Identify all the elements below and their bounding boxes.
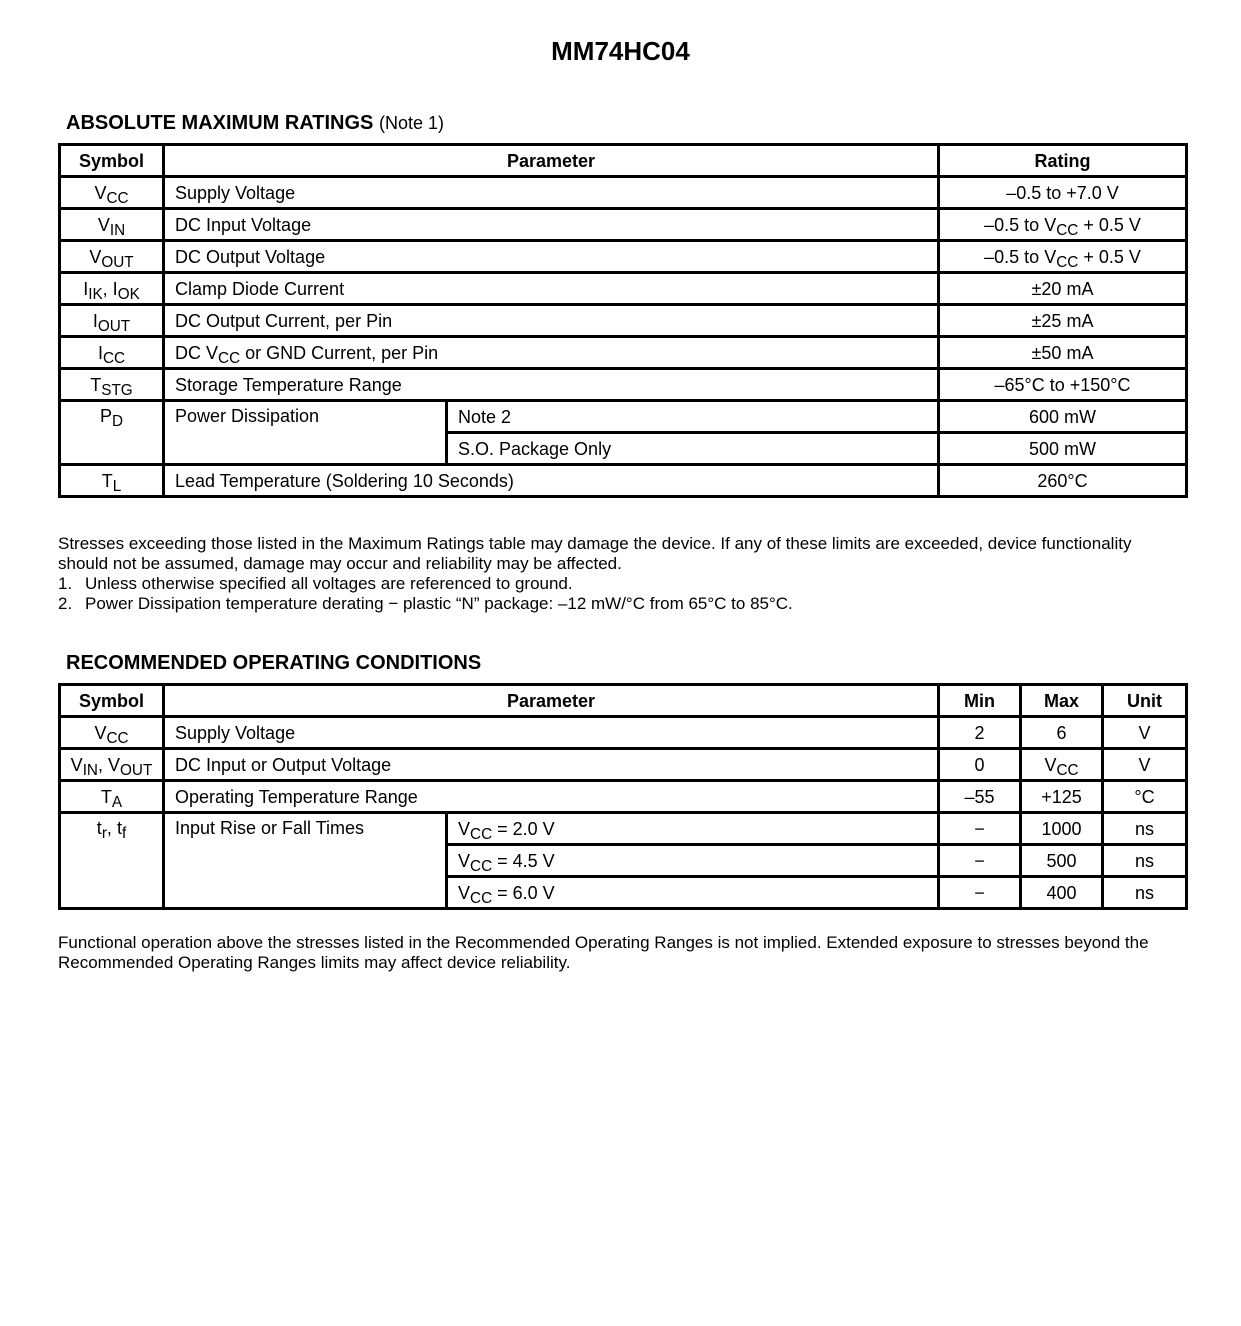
parameter-cell: Power Dissipation <box>164 401 447 465</box>
min-cell: − <box>939 845 1021 877</box>
note-number: 1. <box>58 574 73 593</box>
max-cell: 1000 <box>1021 813 1103 845</box>
table-row <box>60 305 1187 337</box>
parameter-cell: Storage Temperature Range <box>164 369 939 401</box>
unit-cell: V <box>1103 749 1187 781</box>
unit-cell: ns <box>1103 845 1187 877</box>
document-title: MM74HC04 <box>551 36 690 66</box>
table-row <box>60 401 1187 433</box>
rec-op-table <box>58 683 1188 910</box>
max-cell: 500 <box>1021 845 1103 877</box>
table-row <box>60 465 1187 497</box>
note-1 <box>58 574 1185 594</box>
parameter-cell: DC Output Current, per Pin <box>164 305 939 337</box>
table-row <box>60 749 1187 781</box>
table-row <box>60 337 1187 369</box>
symbol-cell: $T_L$ <box>60 465 164 497</box>
symbol-cell: $I_{CC}$ <box>60 337 164 369</box>
symbol-cell: $V_{CC}$ <box>60 717 164 749</box>
max-cell: 6 <box>1021 717 1103 749</box>
note-2 <box>58 594 1185 614</box>
parameter-cell: Supply Voltage <box>164 177 939 209</box>
header-symbol: Symbol <box>60 685 164 717</box>
symbol-cell: $P_D$ <box>60 401 164 465</box>
symbol-cell: $I_{IK}$, $I_{OK}$ <box>60 273 164 305</box>
rating-cell: –0.5 to $V_{CC} + 0.5$ V <box>939 241 1187 273</box>
symbol-cell: $V_{IN}$, $V_{OUT}$ <box>60 749 164 781</box>
parameter-cell: Input Rise or Fall Times <box>164 813 447 909</box>
table-row <box>60 177 1187 209</box>
rec-op-footnote <box>58 933 1185 973</box>
max-cell: $V_{CC}$ <box>1021 749 1103 781</box>
table-row <box>60 717 1187 749</box>
table-header-row <box>60 145 1187 177</box>
parameter-cell: Supply Voltage <box>164 717 939 749</box>
unit-cell: ns <box>1103 813 1187 845</box>
rating-cell: –0.5 to +7.0 V <box>939 177 1187 209</box>
symbol-cell: $T_{STG}$ <box>60 369 164 401</box>
table-row <box>60 209 1187 241</box>
rating-cell: 500 mW <box>939 433 1187 465</box>
abs-max-heading <box>66 111 444 135</box>
symbol-cell: $T_A$ <box>60 781 164 813</box>
table-header-row <box>60 685 1187 717</box>
rating-cell: –0.5 to $V_{CC} + 0.5$ V <box>939 209 1187 241</box>
table-row <box>60 369 1187 401</box>
abs-max-heading-text: ABSOLUTE MAXIMUM RATINGS <box>66 112 374 134</box>
header-symbol: Symbol <box>60 145 164 177</box>
condition-cell: $V_{CC} = 4.5$ V <box>447 845 939 877</box>
max-cell: 400 <box>1021 877 1103 909</box>
min-cell: –55 <box>939 781 1021 813</box>
parameter-cell: DC Input or Output Voltage <box>164 749 939 781</box>
symbol-cell: $I_{OUT}$ <box>60 305 164 337</box>
condition-cell: $V_{CC} = 2.0$ V <box>447 813 939 845</box>
note-number: 2. <box>58 594 73 613</box>
rating-cell: 260°C <box>939 465 1187 497</box>
unit-cell: °C <box>1103 781 1187 813</box>
table-row <box>60 273 1187 305</box>
rating-cell: ±25 mA <box>939 305 1187 337</box>
parameter-cell: DC $V_{CC}$ or GND Current, per Pin <box>164 337 939 369</box>
min-cell: − <box>939 877 1021 909</box>
table-row <box>60 781 1187 813</box>
abs-max-table <box>58 143 1188 498</box>
header-rating: Rating <box>939 145 1187 177</box>
abs-max-footnote <box>58 534 1185 614</box>
parameter-cell: DC Output Voltage <box>164 241 939 273</box>
abs-max-heading-note: (Note 1) <box>378 113 444 133</box>
header-parameter: Parameter <box>164 685 939 717</box>
unit-cell: V <box>1103 717 1187 749</box>
parameter-cell: Operating Temperature Range <box>164 781 939 813</box>
min-cell: 2 <box>939 717 1021 749</box>
abs-max-footnote-text: Stresses exceeding those listed in the Maximum Ratings table may damage the device. If any of these limits are exceeded, device functionality should not be assumed, damage may occur and reliability may be affected. <box>58 534 1132 573</box>
symbol-cell: $V_{CC}$ <box>60 177 164 209</box>
header-parameter: Parameter <box>164 145 939 177</box>
rating-cell: ±20 mA <box>939 273 1187 305</box>
symbol-cell: $t_r$, $t_f$ <box>60 813 164 909</box>
condition-cell: S.O. Package Only <box>447 433 939 465</box>
symbol-cell: $V_{OUT}$ <box>60 241 164 273</box>
rating-cell: 600 mW <box>939 401 1187 433</box>
max-cell: +125 <box>1021 781 1103 813</box>
symbol-cell: $V_{IN}$ <box>60 209 164 241</box>
table-row <box>60 813 1187 845</box>
condition-cell: $V_{CC} = 6.0$ V <box>447 877 939 909</box>
header-unit: Unit <box>1103 685 1187 717</box>
parameter-cell: Clamp Diode Current <box>164 273 939 305</box>
table-row <box>60 241 1187 273</box>
rec-op-footnote-text: Functional operation above the stresses listed in the Recommended Operating Ranges is not implied. Extended exposure to stresses beyond the Recommended Operating Ranges limits may affect device reliability. <box>58 933 1149 972</box>
condition-cell: Note 2 <box>447 401 939 433</box>
parameter-cell: DC Input Voltage <box>164 209 939 241</box>
rating-cell: –65°C to +150°C <box>939 369 1187 401</box>
unit-cell: ns <box>1103 877 1187 909</box>
note-text: Unless otherwise specified all voltages are referenced to ground. <box>85 574 573 593</box>
header-max: Max <box>1021 685 1103 717</box>
note-text: Power Dissipation temperature derating − plastic “N” package: –12 mW/°C from 65°C to 85°C. <box>85 594 793 613</box>
min-cell: 0 <box>939 749 1021 781</box>
min-cell: − <box>939 813 1021 845</box>
rec-op-heading: RECOMMENDED OPERATING CONDITIONS <box>66 652 482 674</box>
parameter-cell: Lead Temperature (Soldering 10 Seconds) <box>164 465 939 497</box>
header-min: Min <box>939 685 1021 717</box>
rating-cell: ±50 mA <box>939 337 1187 369</box>
